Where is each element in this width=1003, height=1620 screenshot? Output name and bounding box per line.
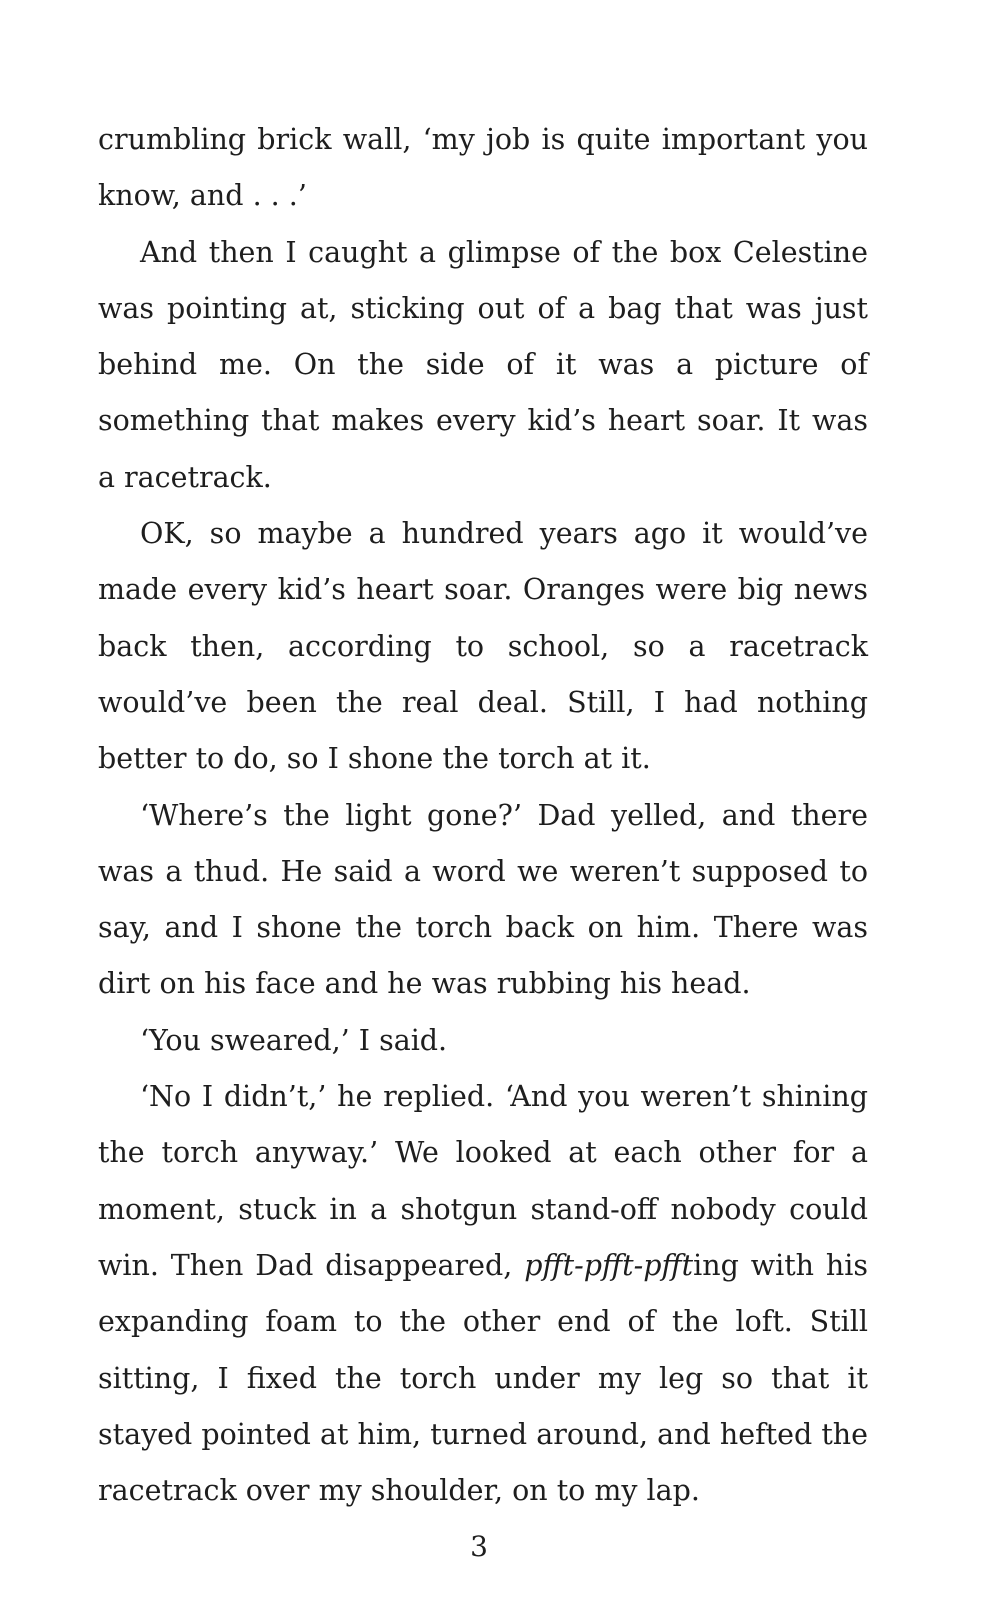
paragraph-1: crumbling brick wall, ‘my job is quite important you know, and . . .’ <box>98 123 868 213</box>
paragraph-3: OK, so maybe a hundred years ago it would’ve made every kid’s heart soar. Oranges were big news back then, according to school, so a racetrack would’ve been the real deal. Still, I had nothing better to do, so I shone the torch at it. <box>98 517 868 776</box>
paragraph-6 <box>98 1069 868 1519</box>
sound-effect-italic: pfft-pfft-pfft <box>524 1248 694 1282</box>
page-number: 3 <box>470 1530 488 1563</box>
paragraph-5: ‘You sweared,’ I said. <box>140 1023 448 1057</box>
paragraph-6-part-2: ing with his expanding foam to the other end of the loft. Still sitting, I fixed the torch under my leg so that it stayed pointed at him, turned around, and hefted the racetrack over my shoulder, on to my lap. <box>98 1248 869 1508</box>
body-text <box>98 112 868 1519</box>
paragraph-4: ‘Where’s the light gone?’ Dad yelled, and there was a thud. He said a word we weren’t supposed to say, and I shone the torch back on him. There was dirt on his face and he was rubbing his head. <box>98 798 868 1001</box>
paragraph-6-part-1: ‘No I didn’t,’ he replied. ‘And you weren’t shining the torch anyway.’ We looked at each other for a moment, stuck in a shotgun stand-off nobody could win. Then Dad disappeared, <box>98 1080 868 1282</box>
paragraph-2: And then I caught a glimpse of the box Celestine was pointing at, sticking out of a bag that was just behind me. On the side of it was a picture of something that makes every kid’s heart soar. It was a racetrack. <box>98 235 868 494</box>
